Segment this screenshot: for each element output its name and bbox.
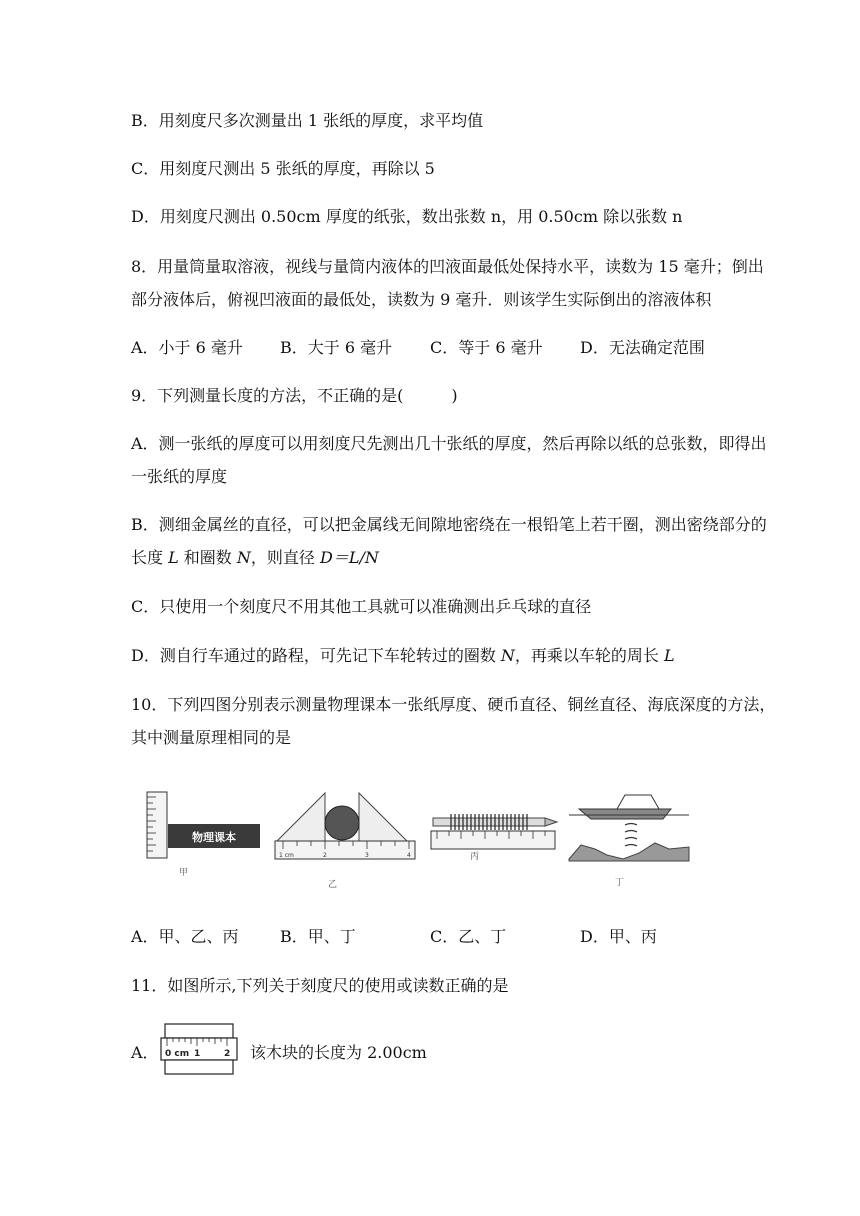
right-triangle (359, 793, 407, 841)
ruler-tick-label: 1 cm (279, 852, 294, 859)
figure-yi (273, 789, 419, 889)
wood-block (165, 1024, 233, 1038)
q9-option-b-line2 (131, 548, 379, 568)
q9-stem: 9．下列测量长度的方法，不正确的是( ) (131, 386, 458, 405)
q9-option-c: C．只使用一个刻度尺不用其他工具就可以准确测出乒乓球的直径 (131, 597, 592, 616)
q9-option-a-line2: 一张纸的厚度 (131, 467, 228, 486)
q10-option-c: C．乙、丁 (430, 927, 507, 946)
figure-yi-caption: 乙 (328, 880, 338, 889)
q9-option-d (131, 646, 675, 666)
q11-option-a-text: 该木块的长度为 2.00cm (250, 1043, 427, 1062)
q10-option-b: B．甲、丁 (280, 927, 356, 946)
figure-bing (429, 803, 561, 883)
q8-stem-line1: 8．用量筒量取溶液，视线与量筒内液体的凹液面最低处保持水平，读数为 15 毫升；倒出 (131, 257, 764, 276)
figure-bing-caption: 丙 (470, 852, 480, 862)
q8-option-b: B．大于 6 毫升 (280, 338, 393, 357)
q7-option-c: C．用刻度尺测出 5 张纸的厚度，再除以 5 (131, 159, 435, 178)
q9-b-var-l: L (168, 548, 179, 567)
pencil-tip (545, 818, 557, 826)
measuring-ruler (431, 831, 555, 849)
q9-option-a-line1: A．测一张纸的厚度可以用刻度尺先测出几十张纸的厚度，然后再除以纸的总张数，即得出 (131, 434, 767, 453)
figure-jia (144, 789, 262, 877)
boat-hull (579, 809, 671, 819)
q9-d-var-n: N (500, 646, 515, 665)
ruler-label-2: 2 (224, 1049, 231, 1059)
q10-stem-line2: 其中测量原理相同的是 (131, 728, 292, 747)
q11-stem: 11．如图所示,下列关于刻度尺的使用或读数正确的是 (131, 976, 509, 995)
q7-option-b: B．用刻度尺多次测量出 1 张纸的厚度，求平均值 (131, 111, 484, 130)
ruler-tick-label: 3 (365, 852, 369, 859)
book-label: 物理课本 (192, 831, 236, 844)
vertical-ruler (147, 792, 167, 858)
left-triangle (277, 793, 325, 841)
q10-option-a: A．甲、乙、丙 (131, 927, 239, 946)
q10-option-d: D．甲、丙 (580, 927, 657, 946)
q9-b-var-n: N (236, 548, 251, 567)
boat-cabin (617, 795, 659, 809)
q7-option-d: D．用刻度尺测出 0.50cm 厚度的纸张，数出张数 n，用 0.50cm 除以张数 n (131, 207, 683, 226)
ruler-label-0: 0 cm (165, 1049, 190, 1059)
horizontal-ruler (275, 841, 415, 859)
pencil (433, 818, 545, 826)
q9-b-text: 和圈数 (178, 548, 237, 567)
q11-ruler-figure (159, 1022, 239, 1076)
figure-ding-caption: 丁 (615, 878, 625, 887)
figure-jia-caption: 甲 (179, 868, 189, 877)
ruler-tick-label: 4 (407, 852, 411, 859)
q9-b-formula: D＝L/N (320, 548, 379, 567)
figure-ding (567, 783, 691, 887)
ruler-base (165, 1060, 233, 1074)
q9-option-b-line1: B．测细金属丝的直径，可以把金属线无间隙地密绕在一根铅笔上若干圈，测出密绕部分的 (131, 515, 767, 534)
q8-option-c: C．等于 6 毫升 (430, 338, 543, 357)
q10-stem-line1: 10．下列四图分别表示测量物理课本一张纸厚度、硬币直径、铜丝直径、海底深度的方法， (131, 695, 776, 714)
q8-option-d: D．无法确定范围 (580, 338, 705, 357)
coin (325, 806, 359, 840)
ruler-tick-label: 2 (323, 852, 327, 859)
q11-option-a-label: A． (131, 1043, 159, 1062)
q9-b-text: 长度 (131, 548, 169, 567)
q8-stem-line2: 部分液体后，俯视凹液面的最低处，读数为 9 毫升．则该学生实际倒出的溶液体积 (131, 290, 712, 309)
seabed (569, 843, 689, 861)
sonar-waves (625, 824, 637, 847)
q9-d-var-l: L (664, 646, 675, 665)
q9-b-text: ，则直径 (250, 548, 320, 567)
q9-d-text: ，再乘以车轮的周长 (514, 646, 665, 665)
q8-option-a: A．小于 6 毫升 (131, 338, 243, 357)
ruler-label-1: 1 (194, 1049, 201, 1059)
q9-d-text: D．测自行车通过的路程，可先记下车轮转过的圈数 (131, 646, 501, 665)
